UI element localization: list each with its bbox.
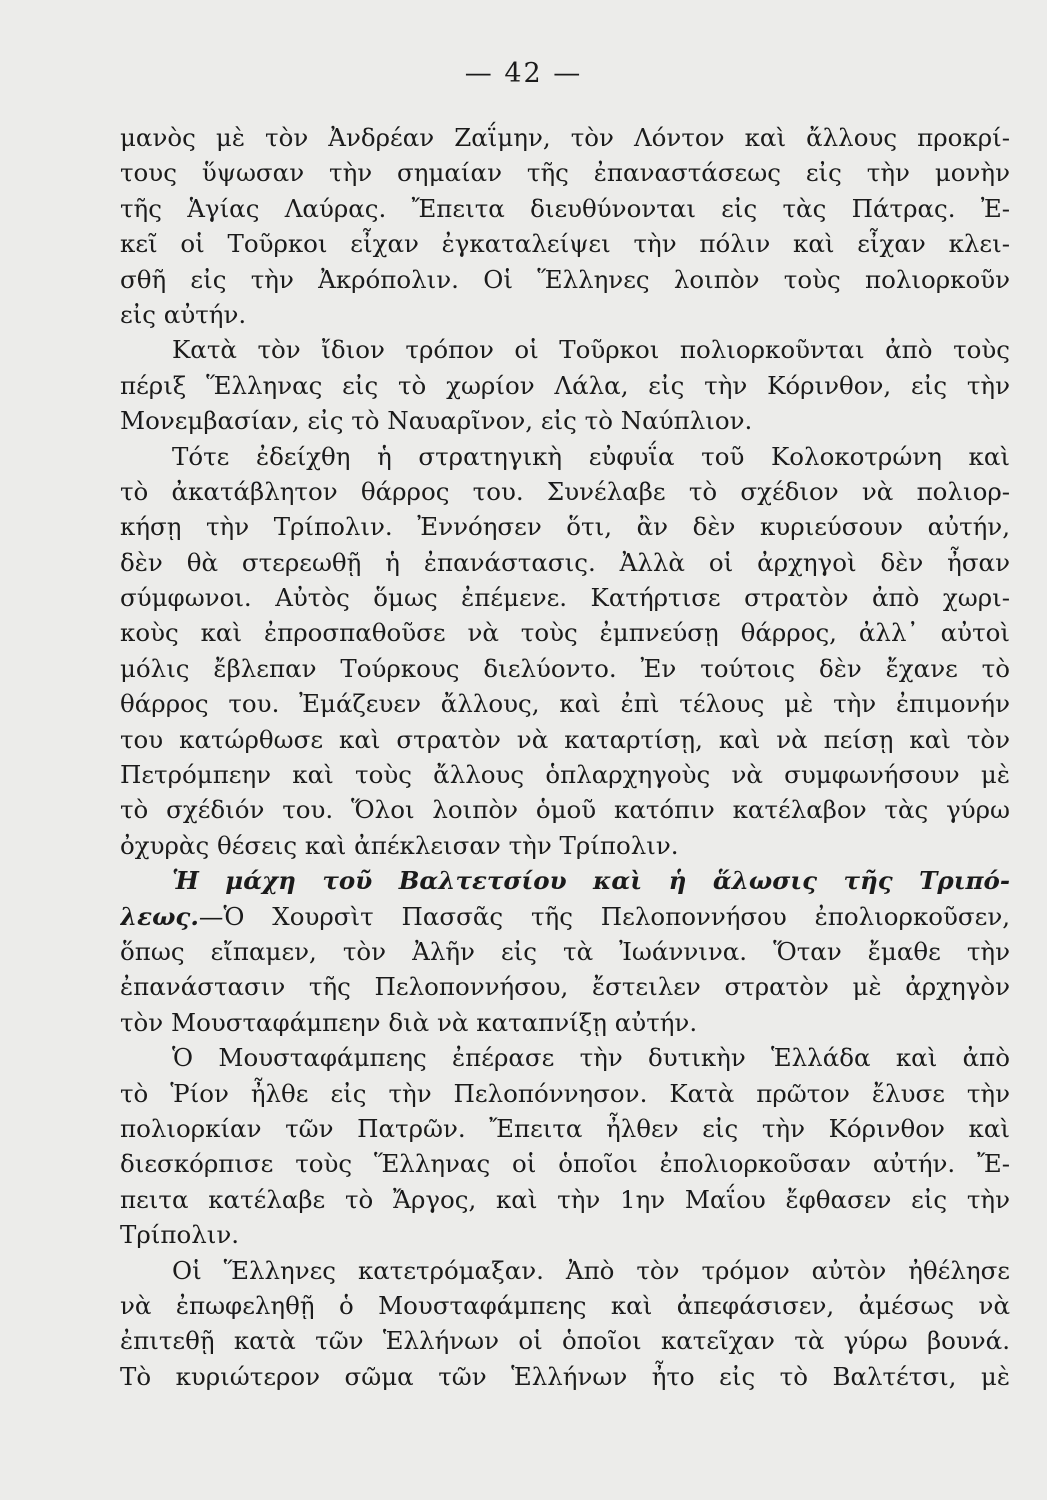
text-line: ὅπως εἴπαμεν, τὸν Ἀλῆν εἰς τὰ Ἰωάννινα. Ὅταν ἔμαθε τὴν — [120, 936, 1010, 966]
text-line: τὸ ἀκατάβλητον θάρρος του. Συνέλαβε τὸ σχέδιον νὰ πολιορ- — [120, 476, 1010, 506]
text-line: εἰς αὐτήν. — [120, 299, 247, 329]
page-number: — 42 — — [464, 58, 583, 89]
text-line: ἐπιτεθῇ κατὰ τῶν Ἑλλήνων οἱ ὁποῖοι κατεῖχαν τὰ γύρω βουνά. — [120, 1326, 1010, 1356]
text-line: μόλις ἔβλεπαν Τούρκους διελύοντο. Ἐν τούτοις δὲν ἔχανε τὸ — [120, 653, 1010, 683]
text-line: Τρίπολιν. — [120, 1220, 240, 1250]
text-line: πολιορκίαν τῶν Πατρῶν. Ἔπειτα ἦλθεν εἰς τὴν Κόρινθον καὶ — [120, 1113, 1010, 1143]
text-line: τῆς Ἁγίας Λαύρας. Ἔπειτα διευθύνονται εἰς τὰς Πάτρας. Ἐ- — [120, 193, 1010, 223]
text-line: του κατώρθωσε καὶ στρατὸν νὰ καταρτίσῃ, καὶ νὰ πείσῃ καὶ τὸν — [120, 724, 1010, 754]
text-line-rest: —Ὁ Χουρσὶτ Πασσᾶς τῆς Πελοποννήσου ἐπολιορκοῦσεν, — [198, 901, 1010, 931]
text-line: νὰ ἐπωφεληθῇ ὁ Μουσταφάμπεης καὶ ἀπεφάσισεν, ἀμέσως νὰ — [120, 1290, 1010, 1320]
body-text — [120, 120, 1010, 1394]
text-line: τους ὕψωσαν τὴν σημαίαν τῆς ἐπαναστάσεως εἰς τὴν μονὴν — [120, 158, 1010, 188]
text-line: πέριξ Ἕλληνας εἰς τὸ χωρίον Λάλα, εἰς τὴν Κόρινθον, εἰς τὴν — [120, 370, 1010, 400]
text-line — [120, 899, 1010, 934]
text-line: ὀχυρὰς θέσεις καὶ ἀπέκλεισαν τὴν Τρίπολιν. — [120, 830, 679, 860]
text-line: Τότε ἐδείχθη ἡ στρατηγικὴ εὐφυΐα τοῦ Κολοκοτρώνη καὶ — [172, 441, 1010, 471]
text-line: Οἱ Ἕλληνες κατετρόμαξαν. Ἀπὸ τὸν τρόμον αὐτὸν ἠθέλησε — [172, 1255, 1010, 1285]
text-line: διεσκόρπισε τοὺς Ἕλληνας οἱ ὁποῖοι ἐπολιορκοῦσαν αὐτήν. Ἔ- — [120, 1149, 1010, 1179]
text-line: πειτα κατέλαβε τὸ Ἄργος, καὶ τὴν 1ην Μαΐου ἔφθασεν εἰς τὴν — [120, 1184, 1010, 1214]
text-line: τὸ Ῥίον ἦλθε εἰς τὴν Πελοπόννησον. Κατὰ πρῶτον ἔλυσε τὴν — [120, 1078, 1010, 1108]
text-line: Ὁ Μουσταφάμπεης ἐπέρασε τὴν δυτικὴν Ἑλλάδα καὶ ἀπὸ — [172, 1043, 1010, 1073]
text-line: κήσῃ τὴν Τρίπολιν. Ἐννόησεν ὅτι, ἂν δὲν κυριεύσουν αὐτήν, — [120, 512, 1010, 542]
text-line: δὲν θὰ στερεωθῇ ἡ ἐπανάστασις. Ἀλλὰ οἱ ἀρχηγοὶ δὲν ἦσαν — [120, 547, 1010, 577]
text-line: ἐπανάστασιν τῆς Πελοποννήσου, ἔστειλεν στρατὸν μὲ ἀρχηγὸν — [120, 972, 1010, 1002]
text-line: σθῆ εἰς τὴν Ἀκρόπολιν. Οἱ Ἕλληνες λοιπὸν τοὺς πολιορκοῦν — [120, 264, 1010, 294]
section-heading: Ἡ μάχη τοῦ Βαλτετσίου καὶ ἡ ἅλωσις τῆς Τριπό- — [172, 866, 1010, 896]
text-line: Κατὰ τὸν ἴδιον τρόπον οἱ Τοῦρκοι πολιορκοῦνται ἀπὸ τοὺς — [172, 335, 1010, 365]
text-line: Μονεμβασίαν, εἰς τὸ Ναυαρῖνον, εἰς τὸ Ναύπλιον. — [120, 406, 753, 436]
text-line: τὸ σχέδιόν του. Ὅλοι λοιπὸν ὁμοῦ κατόπιν κατέλαβον τὰς γύρω — [120, 795, 1010, 825]
text-line: κοὺς καὶ ἐπροσπαθοῦσε νὰ τοὺς ἐμπνεύσῃ θάρρος, ἀλλ᾿ αὐτοὶ — [120, 618, 1010, 648]
section-heading-end: λεως. — [120, 901, 199, 931]
text-line: Πετρόμπεην καὶ τοὺς ἄλλους ὁπλαρχηγοὺς νὰ συμφωνήσουν μὲ — [120, 760, 1010, 790]
text-line: σύμφωνοι. Αὐτὸς ὅμως ἐπέμενε. Κατήρτισε στρατὸν ἀπὸ χωρι- — [120, 583, 1010, 613]
text-line: κεῖ οἱ Τοῦρκοι εἶχαν ἐγκαταλείψει τὴν πόλιν καὶ εἶχαν κλει- — [120, 229, 1010, 259]
text-line: θάρρος του. Ἐμάζευεν ἄλλους, καὶ ἐπὶ τέλους μὲ τὴν ἐπιμονήν — [120, 689, 1010, 719]
text-line: Τὸ κυριώτερον σῶμα τῶν Ἑλλήνων ἦτο εἰς τὸ Βαλτέτσι, μὲ — [120, 1361, 1010, 1391]
text-line: μανὸς μὲ τὸν Ἀνδρέαν Ζαΐμην, τὸν Λόντον καὶ ἄλλους προκρί- — [120, 123, 1010, 152]
text-line: τὸν Μουσταφάμπεην διὰ νὰ καταπνίξῃ αὐτήν. — [120, 1007, 698, 1037]
